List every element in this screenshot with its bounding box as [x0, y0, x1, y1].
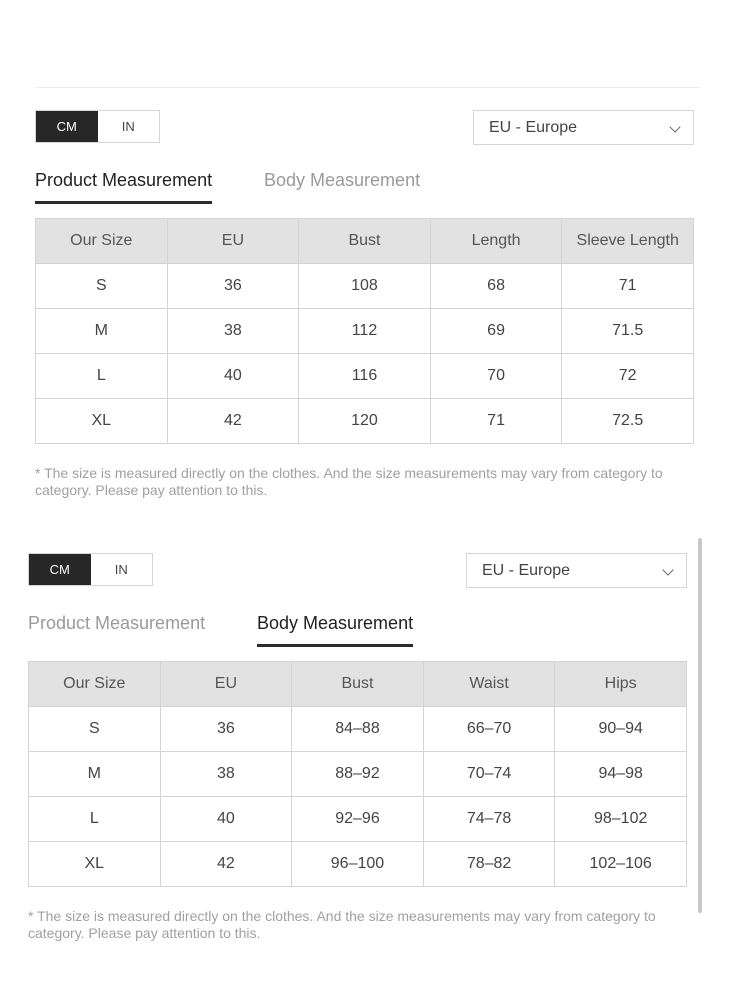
table-cell: 70 — [430, 354, 562, 399]
table-row — [29, 842, 687, 887]
unit-in-button[interactable]: IN — [98, 111, 160, 142]
unit-toggle — [35, 110, 160, 143]
table-cell: 88–92 — [292, 752, 424, 797]
column-header: Sleeve Length — [562, 219, 694, 264]
tab-body-measurement[interactable]: Body Measurement — [257, 611, 413, 647]
table-row — [29, 752, 687, 797]
region-select[interactable] — [466, 553, 687, 588]
table-cell: 112 — [299, 309, 431, 354]
table-cell: 70–74 — [423, 752, 555, 797]
table-cell: 74–78 — [423, 797, 555, 842]
unit-in-button[interactable]: IN — [91, 554, 153, 585]
table-cell: L — [29, 797, 161, 842]
table-cell: 98–102 — [555, 797, 687, 842]
table-cell: 38 — [160, 752, 292, 797]
column-header: Bust — [299, 219, 431, 264]
table-row — [36, 309, 694, 354]
table-cell: 40 — [160, 797, 292, 842]
table-cell: 102–106 — [555, 842, 687, 887]
column-header: Waist — [423, 662, 555, 707]
column-header: Hips — [555, 662, 687, 707]
measurement-tabs — [35, 168, 694, 206]
table-cell: 116 — [299, 354, 431, 399]
table-cell: 96–100 — [292, 842, 424, 887]
unit-cm-button[interactable]: CM — [29, 554, 91, 585]
table-cell: L — [36, 354, 168, 399]
table-cell: XL — [36, 399, 168, 444]
table-row — [29, 707, 687, 752]
table-cell: 94–98 — [555, 752, 687, 797]
table-cell: XL — [29, 842, 161, 887]
table-cell: M — [29, 752, 161, 797]
table-cell: 40 — [167, 354, 299, 399]
table-cell: 42 — [167, 399, 299, 444]
table-header-row — [29, 662, 687, 707]
table-cell: 78–82 — [423, 842, 555, 887]
column-header: Our Size — [36, 219, 168, 264]
table-cell: M — [36, 309, 168, 354]
table-row — [29, 797, 687, 842]
table-cell: 36 — [160, 707, 292, 752]
size-note: * The size is measured directly on the clothes. And the size measurements may vary from category to category. Please pay attention to this. — [35, 465, 663, 498]
table-cell: 72.5 — [562, 399, 694, 444]
unit-toggle — [28, 553, 153, 586]
column-header: Bust — [292, 662, 424, 707]
table-cell: 66–70 — [423, 707, 555, 752]
measurement-tabs — [28, 611, 687, 649]
table-cell: S — [36, 264, 168, 309]
tab-body-measurement[interactable]: Body Measurement — [264, 170, 421, 190]
table-cell: 84–88 — [292, 707, 424, 752]
table-row — [36, 264, 694, 309]
table-row — [36, 354, 694, 399]
table-cell: 90–94 — [555, 707, 687, 752]
table-cell: 92–96 — [292, 797, 424, 842]
top-divider — [35, 87, 700, 88]
scrollbar[interactable] — [698, 538, 702, 913]
unit-cm-button[interactable]: CM — [36, 111, 98, 142]
chevron-down-icon — [669, 121, 680, 132]
table-cell: 71 — [562, 264, 694, 309]
region-select[interactable] — [473, 110, 694, 145]
column-header: Length — [430, 219, 562, 264]
table-cell: 38 — [167, 309, 299, 354]
tab-product-measurement[interactable]: Product Measurement — [28, 613, 206, 633]
table-cell: 42 — [160, 842, 292, 887]
table-cell: 36 — [167, 264, 299, 309]
table-cell: 120 — [299, 399, 431, 444]
table-cell: 69 — [430, 309, 562, 354]
product-size-table — [35, 218, 694, 444]
table-header-row — [36, 219, 694, 264]
table-cell: S — [29, 707, 161, 752]
table-cell: 71 — [430, 399, 562, 444]
body-size-table — [28, 661, 687, 887]
tab-product-measurement[interactable]: Product Measurement — [35, 168, 212, 204]
body-measurement-panel — [28, 553, 687, 941]
table-cell: 68 — [430, 264, 562, 309]
table-row — [36, 399, 694, 444]
chevron-down-icon — [662, 564, 673, 575]
size-note: * The size is measured directly on the clothes. And the size measurements may vary from category to category. Please pay attention to this. — [28, 908, 656, 941]
region-select-value: EU - Europe — [489, 118, 578, 136]
column-header: EU — [167, 219, 299, 264]
region-select-value: EU - Europe — [482, 561, 571, 579]
table-cell: 108 — [299, 264, 431, 309]
table-cell: 72 — [562, 354, 694, 399]
product-measurement-panel — [35, 110, 694, 502]
column-header: EU — [160, 662, 292, 707]
column-header: Our Size — [29, 662, 161, 707]
table-cell: 71.5 — [562, 309, 694, 354]
